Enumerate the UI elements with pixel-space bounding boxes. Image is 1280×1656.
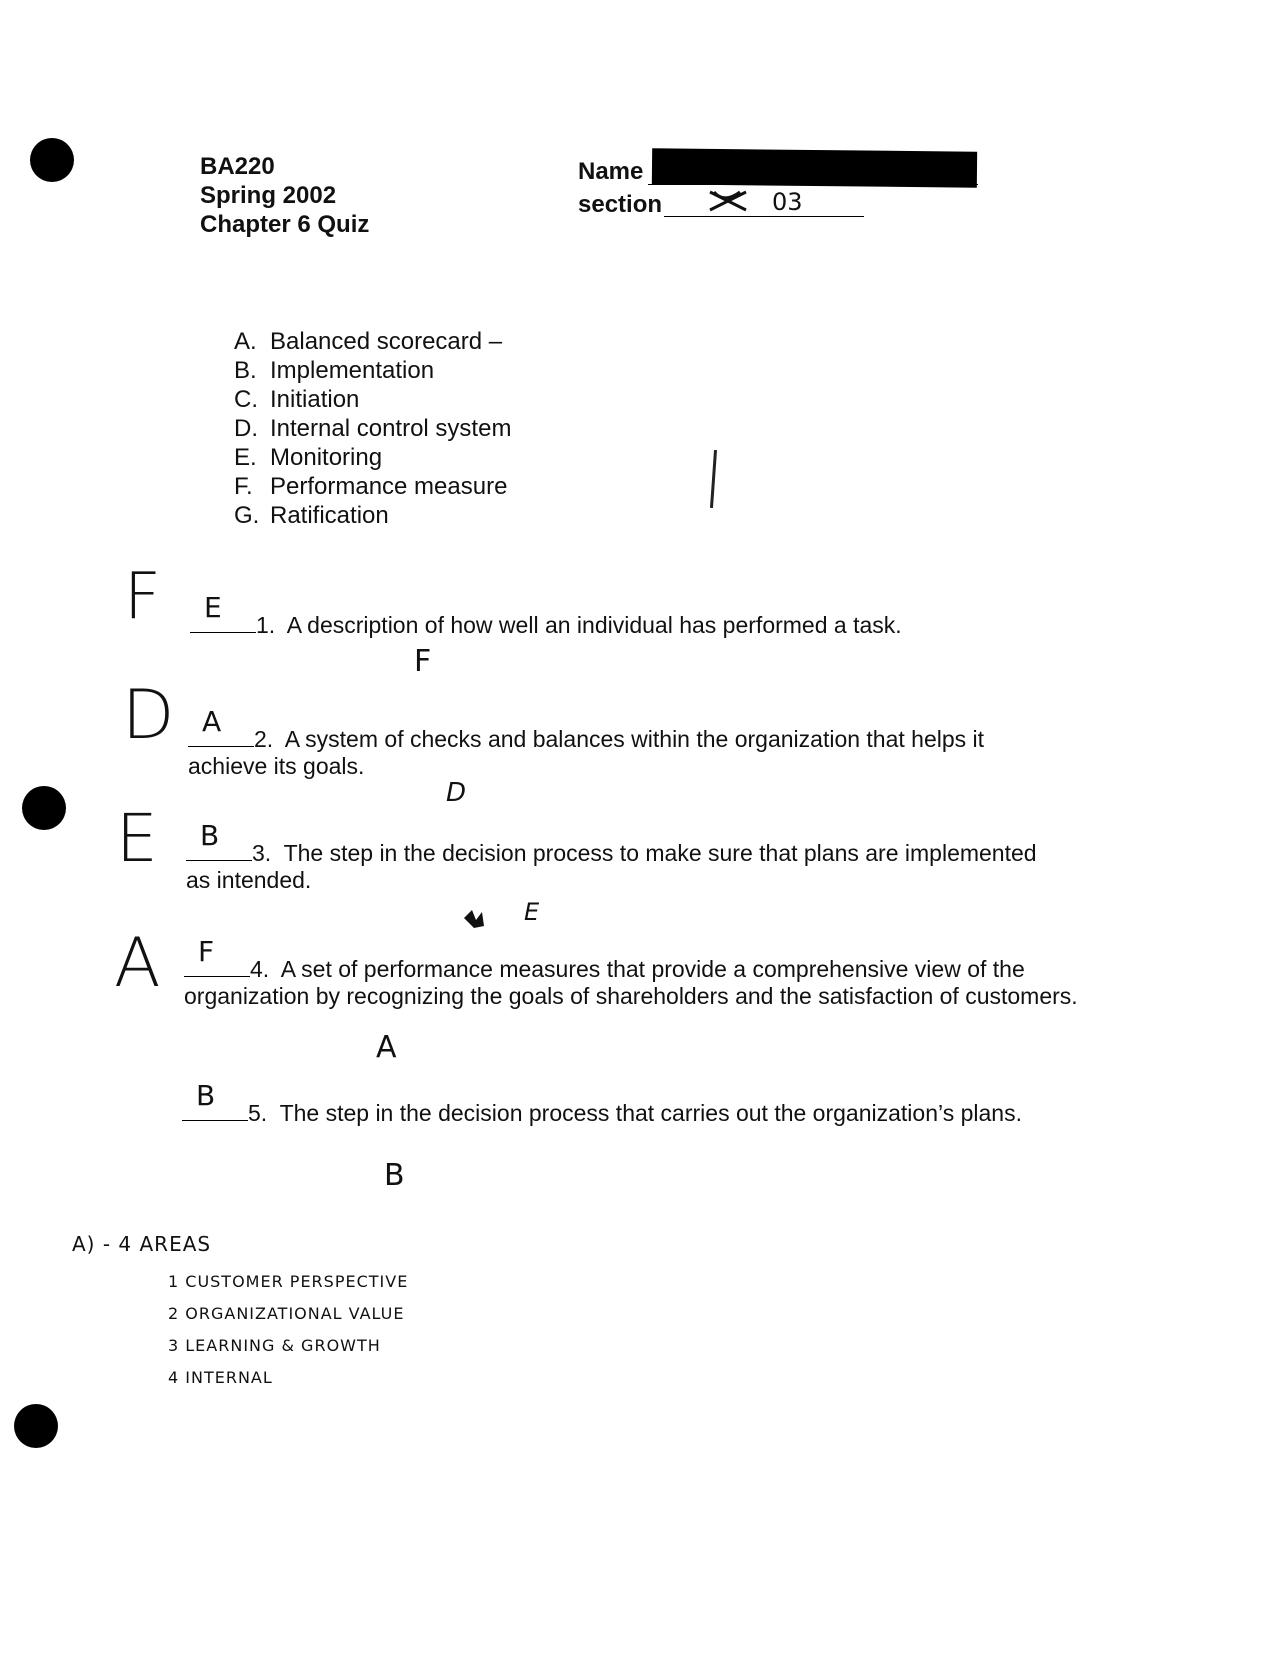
- section-crossout: [706, 188, 752, 214]
- margin-grade-letter: D: [122, 676, 175, 755]
- option-item: B. Implementation: [234, 357, 435, 384]
- option-item: E. Monitoring: [234, 444, 383, 471]
- question-text: A set of performance measures that provide a comprehensive view of the organization by recognizing the goals of shareholders and the satisfaction of customers.: [184, 956, 1078, 1009]
- question-5: [182, 1079, 1062, 1127]
- option-item: G. Ratification: [234, 502, 389, 529]
- option-list: [234, 327, 511, 530]
- question-3: [186, 819, 1066, 894]
- answer-blank: [186, 819, 252, 861]
- option-item: F. Performance measure: [234, 473, 508, 500]
- notes-heading: A) - 4 AREAS: [72, 1232, 212, 1256]
- quiz-header: [200, 152, 369, 239]
- margin-grade-letter: F: [124, 560, 161, 634]
- note-item: 1 CUSTOMER PERSPECTIVE: [168, 1272, 409, 1291]
- option-item: C. Initiation: [234, 386, 360, 413]
- margin-grade-letter: A: [114, 924, 161, 1003]
- question-number: 2.: [254, 726, 274, 752]
- question-4: [184, 935, 1084, 1010]
- answer-blank: [190, 591, 256, 633]
- question-number: 5.: [248, 1100, 268, 1126]
- redacted-name: [652, 148, 977, 187]
- option-item: A. Balanced scorecard –: [234, 328, 503, 355]
- student-answer: E: [204, 591, 222, 624]
- student-answer: F: [198, 935, 215, 968]
- note-item: 4 INTERNAL: [168, 1368, 273, 1387]
- handwritten-notes: [72, 1232, 408, 1394]
- note-item: 2 ORGANIZATIONAL VALUE: [168, 1304, 405, 1323]
- punch-hole-top: [30, 138, 74, 182]
- margin-grade-letter: E: [116, 800, 158, 877]
- question-text: The step in the decision process to make sure that plans are implemented as intended.: [186, 840, 1037, 893]
- answer-blank: [188, 705, 254, 747]
- correction-letter: A: [376, 1030, 397, 1065]
- question-number: 3.: [252, 840, 272, 866]
- answer-blank: [182, 1079, 248, 1121]
- question-1: [190, 591, 1070, 639]
- correction-letter: B: [384, 1158, 405, 1193]
- student-answer: A: [202, 705, 222, 738]
- correction-letter: F: [414, 644, 432, 679]
- section-line: [664, 216, 864, 217]
- name-label: Name: [578, 158, 644, 185]
- quiz-title: Chapter 6 Quiz: [200, 211, 370, 238]
- student-info: [578, 155, 662, 221]
- stray-mark: [710, 450, 717, 508]
- student-answer: B: [200, 819, 220, 852]
- section-value: 03: [772, 188, 803, 216]
- answer-blank: [184, 935, 250, 977]
- name-line: [648, 184, 978, 185]
- note-item: 3 LEARNING & GROWTH: [168, 1336, 381, 1355]
- student-answer: B: [196, 1079, 216, 1112]
- question-text: A system of checks and balances within the organization that helps it achieve its goals.: [188, 726, 985, 779]
- question-number: 1.: [256, 612, 276, 638]
- correction-letter: D: [446, 778, 467, 808]
- question-2: [188, 705, 1068, 780]
- question-text: The step in the decision process that carries out the organization’s plans.: [279, 1100, 1022, 1126]
- question-text: A description of how well an individual has performed a task.: [286, 612, 902, 638]
- question-number: 4.: [250, 956, 270, 982]
- punch-hole-middle: [22, 786, 66, 830]
- correction-letter: E: [524, 898, 540, 926]
- punch-hole-bottom: [14, 1404, 58, 1448]
- option-item: D. Internal control system: [234, 415, 512, 442]
- section-label: section: [578, 191, 663, 218]
- course-code: BA220: [200, 153, 275, 180]
- term: Spring 2002: [200, 182, 337, 209]
- scribble-mark: [460, 904, 488, 932]
